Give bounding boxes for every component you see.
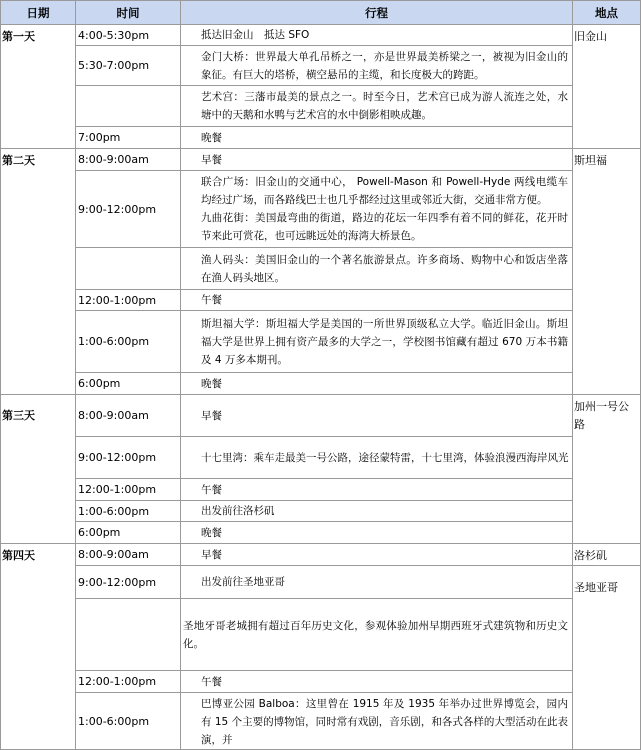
time-cell: 12:00-1:00pm (76, 479, 181, 501)
header-time: 时间 (76, 1, 181, 25)
location-cell: 加州一号公路 (573, 395, 641, 544)
location-cell: 斯坦福 (573, 149, 641, 395)
table-row (1, 290, 641, 311)
time-cell (76, 248, 181, 290)
plan-text: 联合广场：旧金山的交通中心， Powell-Mason 和 Powell-Hyde 两线电缆车均经过广场，而各路线巴士也几乎都经过这里或邻近大街，交通非常方便。 (201, 176, 568, 206)
time-cell: 9:00-12:00pm (76, 566, 181, 599)
time-cell: 5:30-7:00pm (76, 46, 181, 86)
table-row (1, 373, 641, 395)
table-row (1, 86, 641, 127)
plan-cell (181, 479, 573, 501)
header-location: 地点 (573, 1, 641, 25)
plan-text: 斯坦福大学：斯坦福大学是美国的一所世界顶级私立大学。临近旧金山。斯坦福大学是世界上拥有资产最多的大学之一，学校图书馆藏有超过 670 万本书籍及 4 万多本期刊。 (201, 317, 568, 366)
time-cell: 6:00pm (76, 373, 181, 395)
table-row (1, 671, 641, 693)
table-row (1, 522, 641, 544)
plan-text: 艺术宫：三藩市最美的景点之一。时至今日，艺术宫已成为游人流连之处，水塘中的天鹅和水鸭与艺术宫的水中倒影相映成趣。 (201, 91, 568, 121)
table-row (1, 127, 641, 149)
day-label: 第四天 (1, 544, 76, 750)
plan-cell (181, 373, 573, 395)
time-cell: 9:00-12:00pm (76, 437, 181, 479)
time-cell: 6:00pm (76, 522, 181, 544)
time-cell: 4:00-5:30pm (76, 25, 181, 46)
time-cell: 1:00-6:00pm (76, 311, 181, 373)
plan-text: 晚餐 (201, 131, 222, 144)
header-date: 日期 (1, 1, 76, 25)
table-row (1, 501, 641, 522)
table-row (1, 46, 641, 86)
time-cell: 9:00-12:00pm (76, 171, 181, 248)
plan-cell (181, 566, 573, 599)
plan-text: 早餐 (201, 409, 222, 422)
plan-cell (181, 290, 573, 311)
plan-cell (181, 544, 573, 566)
day-label: 第一天 (1, 25, 76, 149)
day-label: 第三天 (1, 395, 76, 544)
time-cell: 7:00pm (76, 127, 181, 149)
plan-text: 早餐 (201, 548, 222, 561)
time-cell: 8:00-9:00am (76, 544, 181, 566)
plan-cell (181, 86, 573, 127)
location-cell: 圣地亚哥 (573, 566, 641, 750)
table-row (1, 149, 641, 171)
plan-text: 十七里湾：乘车走最美一号公路，途径蒙特雷，十七里湾，体验浪漫西海岸风光 (201, 451, 569, 464)
plan-text: 出发前往洛杉矶 (201, 505, 275, 517)
plan-text: 午餐 (201, 675, 222, 688)
time-cell: 1:00-6:00pm (76, 693, 181, 750)
time-cell: 1:00-6:00pm (76, 501, 181, 522)
plan-cell (181, 437, 573, 479)
day-label: 第二天 (1, 149, 76, 395)
time-cell: 8:00-9:00am (76, 395, 181, 437)
table-row (1, 25, 641, 46)
plan-text: 午餐 (201, 294, 222, 306)
header-row (1, 1, 641, 25)
table-row (1, 693, 641, 750)
plan-cell (181, 171, 573, 248)
plan-text: 圣地牙哥老城拥有超过百年历史文化，参观体验加州早期西班牙式建筑物和历史文化。 (183, 619, 568, 650)
plan-cell (181, 671, 573, 693)
plan-text: 抵达旧金山 抵达 SFO (201, 29, 310, 41)
plan-text: 出发前往圣地亚哥 (201, 576, 285, 588)
plan-cell (181, 46, 573, 86)
plan-cell (181, 149, 573, 171)
plan-text: 巴博亚公园 Balboa：这里曾在 1915 年及 1935 年举办过世界博览会，园内有 15 个主要的博物馆，同时常有戏剧，音乐剧，和各式各样的大型活动在此表演，并 (201, 698, 568, 746)
plan-text: 渔人码头：美国旧金山的一个著名旅游景点。许多商场、购物中心和饭店坐落在渔人码头地区。 (201, 253, 568, 284)
plan-cell (181, 395, 573, 437)
plan-text: 早餐 (201, 153, 222, 166)
plan-cell (181, 693, 573, 750)
table-row (1, 248, 641, 290)
plan-cell (181, 25, 573, 46)
table-row (1, 566, 641, 599)
table-row (1, 599, 641, 671)
table-row (1, 437, 641, 479)
time-cell: 12:00-1:00pm (76, 290, 181, 311)
plan-text: 金门大桥：世界最大单孔吊桥之一，亦是世界最美桥梁之一，被视为旧金山的象征。有巨大的塔桥，横空悬吊的主缆，和长度极大的跨距。 (201, 50, 568, 81)
plan-text: 九曲花街：美国最弯曲的街道，路边的花坛一年四季有着不同的鲜花，花开时节来此可赏花，也可远眺远处的海湾大桥景色。 (201, 212, 568, 242)
plan-cell (181, 599, 573, 671)
plan-cell (181, 501, 573, 522)
plan-text: 晚餐 (201, 526, 222, 539)
plan-cell (181, 311, 573, 373)
table-row (1, 171, 641, 248)
table-row (1, 395, 641, 437)
plan-cell (181, 522, 573, 544)
time-cell: 8:00-9:00am (76, 149, 181, 171)
time-cell: 12:00-1:00pm (76, 671, 181, 693)
table-row (1, 544, 641, 566)
plan-text: 晚餐 (201, 377, 222, 390)
plan-cell (181, 127, 573, 149)
location-cell: 旧金山 (573, 25, 641, 149)
time-cell (76, 86, 181, 127)
header-itinerary: 行程 (181, 1, 573, 25)
table-row (1, 311, 641, 373)
table-row (1, 479, 641, 501)
time-cell (76, 599, 181, 671)
location-cell: 洛杉矶 (573, 544, 641, 566)
plan-cell (181, 248, 573, 290)
plan-text: 午餐 (201, 483, 222, 496)
